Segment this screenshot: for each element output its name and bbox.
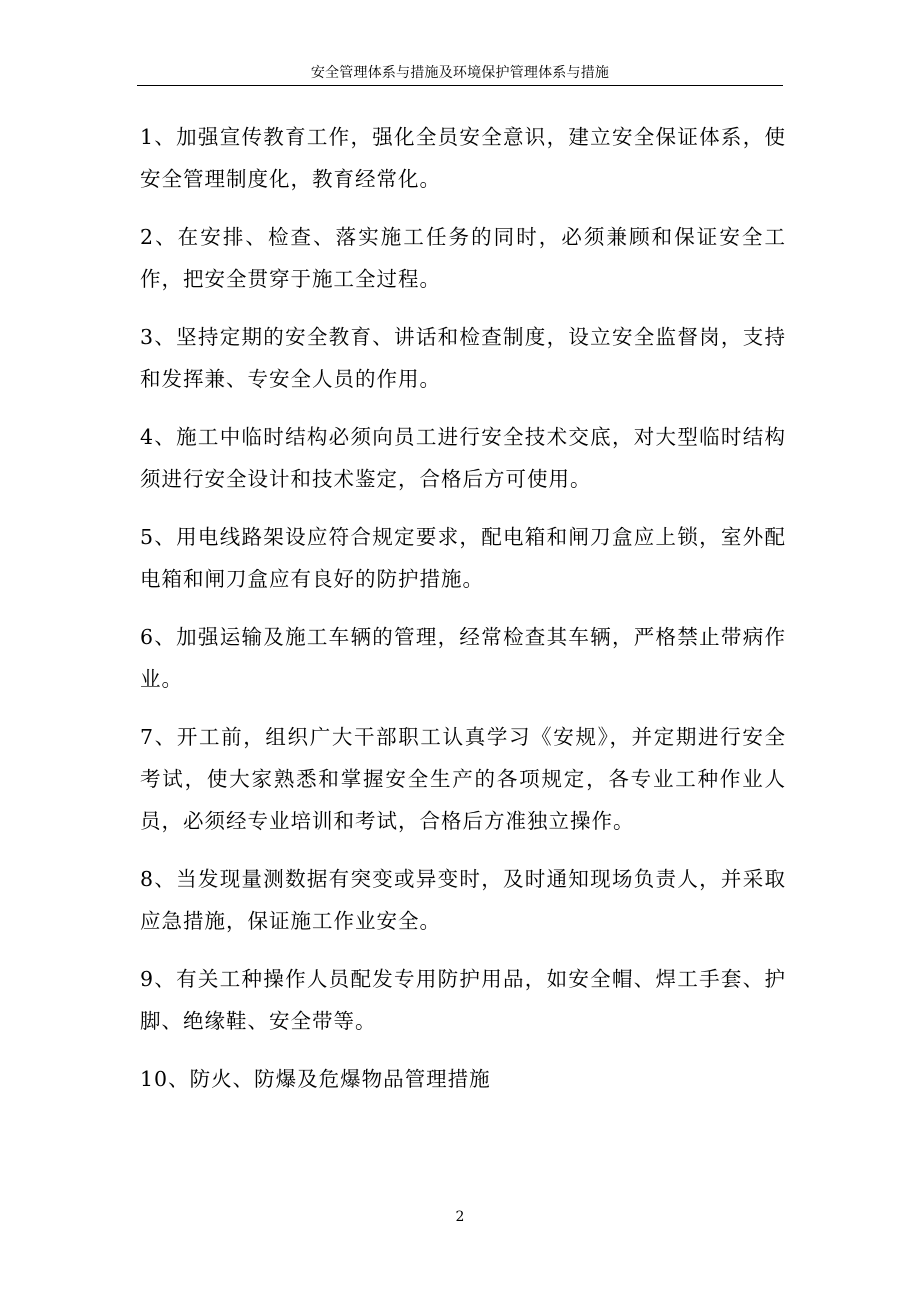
- paragraph-6: 6、加强运输及施工车辆的管理，经常检查其车辆，严格禁止带病作业。: [140, 625, 786, 691]
- paragraph-2: 2、在安排、检查、落实施工任务的同时，必须兼顾和保证安全工作，把安全贯穿于施工全过程。: [140, 225, 786, 291]
- paragraph-8: 8、当发现量测数据有突变或异变时，及时通知现场负责人，并采取应急措施，保证施工作业安全。: [140, 867, 786, 933]
- paragraph-3: 3、坚持定期的安全教育、讲话和检查制度，设立安全监督岗，支持和发挥兼、专安全人员的作用。: [140, 325, 786, 391]
- running-header: 安全管理体系与措施及环境保护管理体系与措施: [310, 65, 610, 81]
- paragraph-1: 1、加强宣传教育工作，强化全员安全意识，建立安全保证体系，使安全管理制度化，教育经常化。: [140, 125, 786, 191]
- page-number: 2: [455, 1209, 465, 1225]
- paragraph-9: 9、有关工种操作人员配发专用防护用品，如安全帽、焊工手套、护脚、绝缘鞋、安全带等。: [140, 967, 786, 1033]
- paragraph-5: 5、用电线路架设应符合规定要求，配电箱和闸刀盒应上锁，室外配电箱和闸刀盒应有良好的防护措施。: [140, 525, 786, 591]
- paragraph-7: 7、开工前，组织广大干部职工认真学习《安规》，并定期进行安全考试，使大家熟悉和掌握安全生产的各项规定，各专业工种作业人员，必须经专业培训和考试，合格后方准独立操作。: [140, 725, 786, 833]
- document-body: [140, 116, 786, 1116]
- paragraph-10: 10、防火、防爆及危爆物品管理措施: [140, 1067, 491, 1091]
- header-divider: [137, 85, 783, 86]
- paragraph-4: 4、施工中临时结构必须向员工进行安全技术交底，对大型临时结构须进行安全设计和技术鉴定，合格后方可使用。: [140, 425, 786, 491]
